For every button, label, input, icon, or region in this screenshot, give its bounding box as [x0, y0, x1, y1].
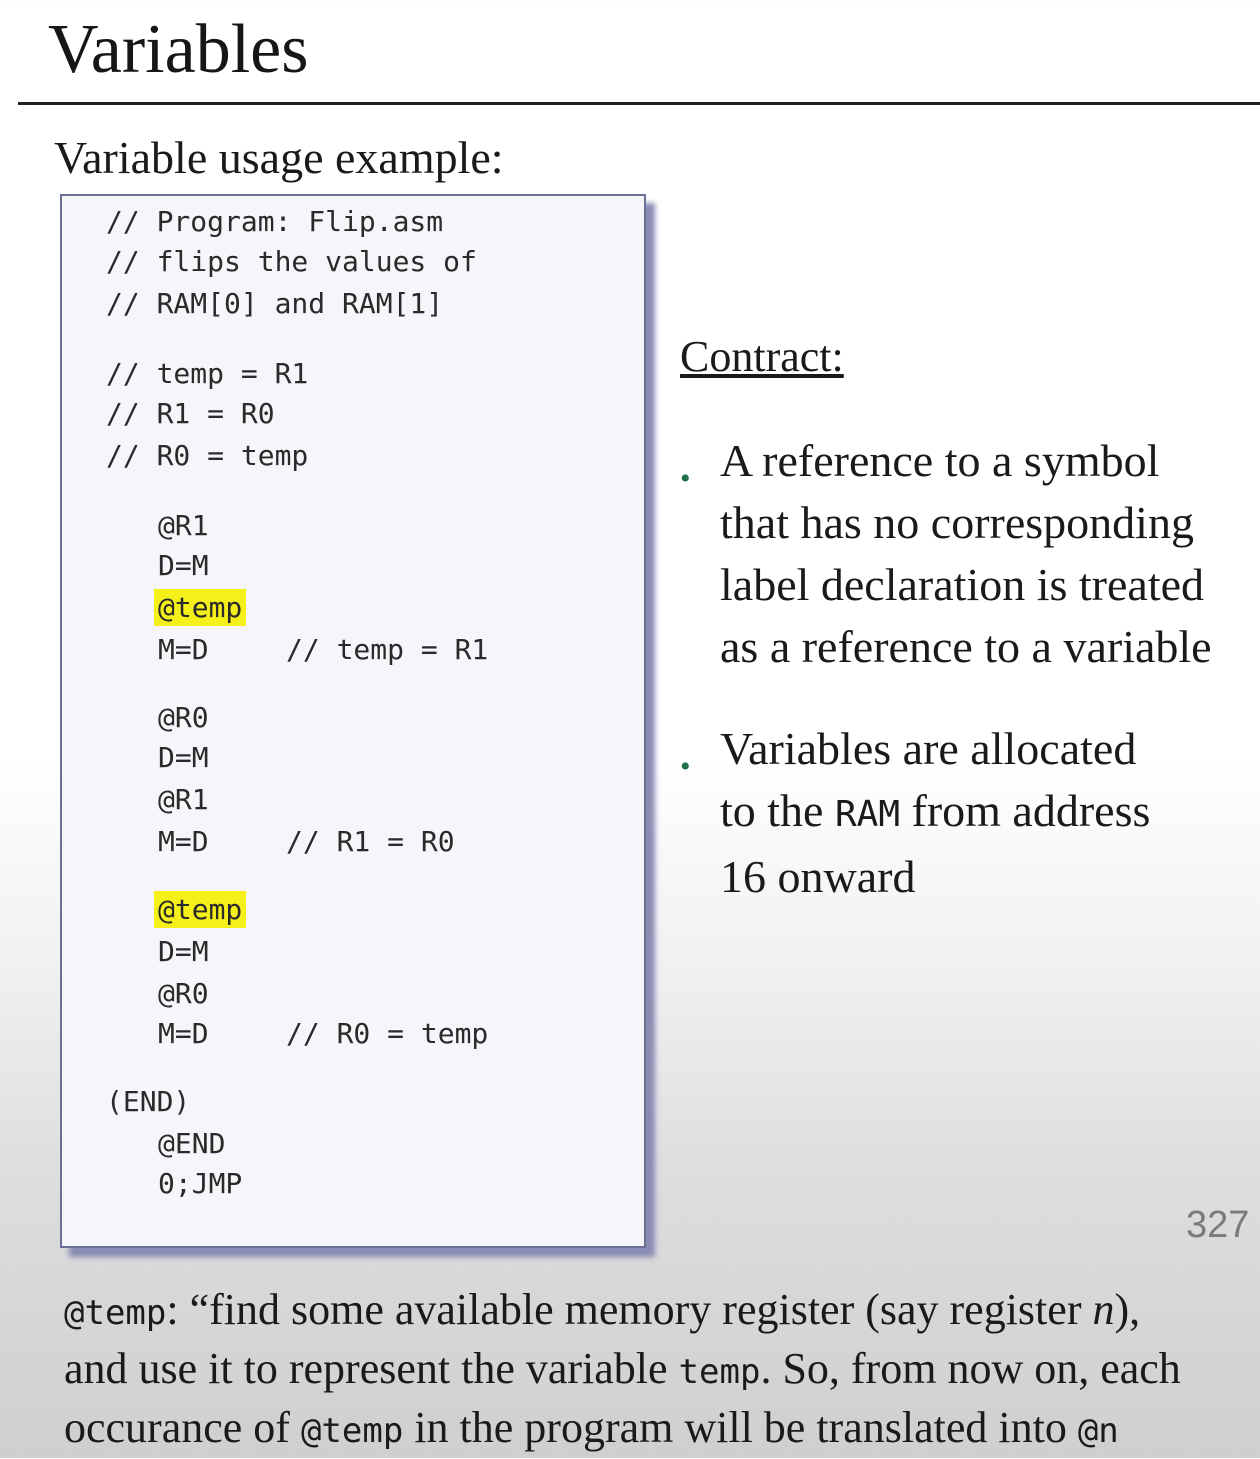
footer-text: occurance of	[64, 1403, 301, 1452]
code-line-highlighted	[158, 892, 246, 928]
inline-comment: // R1 = R0	[286, 825, 455, 858]
code-line: @R1	[158, 783, 209, 816]
code-line: D=M	[158, 741, 209, 774]
bullet-text-part: to the	[720, 785, 835, 836]
contract-heading: Contract:	[680, 332, 844, 381]
bullet-line: label declaration is treated	[720, 559, 1205, 610]
bullet-line: as a reference to a variable	[720, 621, 1212, 672]
bullet-line: that has no corresponding	[720, 497, 1194, 548]
mono-temp: @temp	[64, 1293, 167, 1333]
bullet-line: A reference to a symbol	[720, 435, 1160, 486]
inline-comment: // R0 = temp	[286, 1017, 489, 1050]
bullet-line: 16 onward	[720, 851, 916, 902]
highlighted-temp: @temp	[154, 891, 246, 928]
code-line: @R1	[158, 509, 209, 542]
footer-text: : “find some available memory register (say register	[166, 1285, 1093, 1334]
footer-explanation	[64, 1282, 1254, 1459]
mono-temp: temp	[678, 1352, 761, 1392]
code-line: // temp = R1	[106, 357, 309, 390]
code-listing-box	[60, 194, 646, 1248]
footer-text: in the program will be translated into	[403, 1403, 1078, 1452]
footer-line-3	[64, 1400, 1254, 1459]
code-line: M=D	[158, 825, 209, 858]
code-line: @R0	[158, 977, 209, 1010]
code-line: @R0	[158, 701, 209, 734]
code-line: // flips the values of	[106, 245, 477, 278]
code-line: D=M	[158, 549, 209, 582]
bullet-dot-icon: •	[680, 462, 691, 495]
slide-subtitle: Variable usage example:	[54, 132, 504, 183]
code-line: // R0 = temp	[106, 439, 309, 472]
ram-mono-term: RAM	[834, 794, 901, 835]
page-number: 327	[1186, 1204, 1250, 1246]
footer-text: and use it to represent the variable	[64, 1344, 679, 1393]
bullet-text-part: from address	[900, 785, 1151, 836]
bullet-text	[720, 718, 1260, 908]
bullet-text	[720, 430, 1260, 678]
code-line: (END)	[106, 1085, 191, 1118]
italic-n: n	[1092, 1285, 1115, 1334]
code-line: D=M	[158, 935, 209, 968]
contract-bullet-2	[680, 718, 1260, 908]
code-line-highlighted	[158, 590, 246, 626]
bullet-dot-icon: •	[680, 750, 691, 783]
footer-line-2	[64, 1341, 1254, 1400]
footer-line-1	[64, 1282, 1254, 1341]
footer-text: ),	[1114, 1285, 1141, 1334]
code-line: // R1 = R0	[106, 397, 275, 430]
title-divider	[18, 102, 1260, 105]
footer-text: . So, from now on, each	[760, 1344, 1181, 1393]
mono-temp: @temp	[300, 1411, 404, 1451]
bullet-line: Variables are allocated	[720, 723, 1137, 774]
code-line: M=D	[158, 1017, 209, 1050]
contract-bullet-1	[680, 430, 1260, 680]
highlighted-temp: @temp	[154, 589, 246, 626]
code-line: // RAM[0] and RAM[1]	[106, 287, 444, 320]
code-line: 0;JMP	[158, 1167, 243, 1200]
code-line: M=D	[158, 633, 209, 666]
mono-n: @n	[1077, 1411, 1119, 1451]
code-line: @END	[158, 1127, 226, 1160]
bullet-line	[720, 780, 1260, 846]
code-line: // Program: Flip.asm	[106, 205, 444, 238]
slide-title: Variables	[48, 11, 309, 88]
inline-comment: // temp = R1	[286, 633, 489, 666]
